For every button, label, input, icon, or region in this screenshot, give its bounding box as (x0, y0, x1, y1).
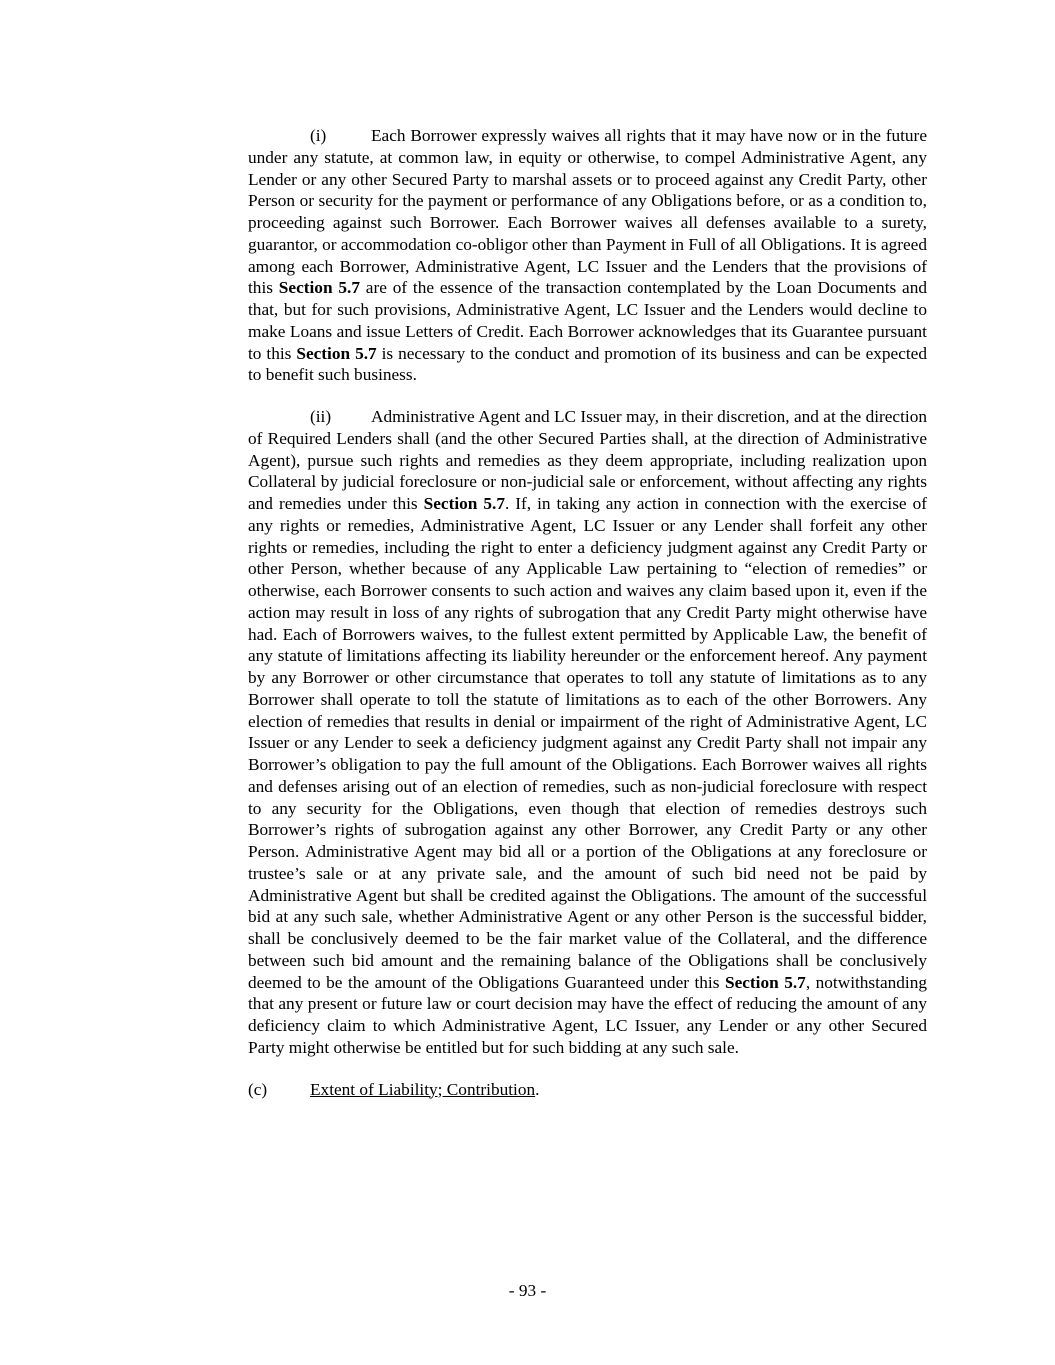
paragraph-ii (248, 406, 927, 1059)
paragraph-text: . If, in taking any action in connection with the exercise of any rights or remedies, Administrative Agent, LC Issuer or any Lender shall forfeit any other rights or remedies, including the right to enter a deficiency judgment against any Credit Party or other Person, whether because of any Applicable Law pertaining to “election of remedies” or otherwise, each Borrower consents to such action and waives any claim based upon it, even if the action may result in loss of any rights of subrogation that any Credit Party might otherwise have had. Each of Borrowers waives, to the fullest extent permitted by Applicable Law, the benefit of any statute of limitations affecting its liability hereunder or the enforcement hereof. Any payment by any Borrower or other circumstance that operates to toll any statute of limitations as to any Borrower shall operate to toll the statute of limitations as to each of the other Borrowers. Any election of remedies that results in denial or impairment of the right of Administrative Agent, LC Issuer or any Lender to seek a deficiency judgment against any Credit Party shall not impair any Borrower’s obligation to pay the full amount of the Obligations. Each Borrower waives all rights and defenses arising out of an election of remedies, such as non-judicial foreclosure with respect to any security for the Obligations, even though that election of remedies destroys such Borrower’s rights of subrogation against any other Borrower, any Credit Party or any other Person. Administrative Agent may bid all or a portion of the Obligations at any foreclosure or trustee’s sale or at any private sale, and the amount of such bid need not be paid by Administrative Agent but shall be credited against the Obligations. The amount of the successful bid at any such sale, whether Administrative Agent or any other Person is the successful bidder, shall be conclusively deemed to be the fair market value of the Collateral, and the difference between such bid amount and the remaining balance of the Obligations shall be conclusively deemed to be the amount of the Obligations Guaranteed under this (248, 494, 927, 992)
paragraph-text: Each Borrower expressly waives all rights that it may have now or in the future under any statute, at common law, in equity or otherwise, to compel Administrative Agent, any Lender or any other Secured Party to marshal assets or to proceed against any Credit Party, other Person or security for the payment or performance of any Obligations before, or as a condition to, proceeding against such Borrower. Each Borrower waives all defenses available to a surety, guarantor, or accommodation co-obligor other than Payment in Full of all Obligations. It is agreed among each Borrower, Administrative Agent, LC Issuer and the Lenders that the provisions of this (248, 126, 927, 298)
page-number: - 93 - (508, 1281, 547, 1300)
section-reference: Section 5.7 (423, 494, 505, 513)
subsection-number: (c) (248, 1079, 268, 1099)
subsection-c (248, 1079, 927, 1101)
document-body (248, 125, 927, 1100)
paragraph-text: is necessary to the conduct and promotion of its business and can be expected to benefit such business. (248, 343, 927, 385)
subsection-heading: Extent of Liability; Contribution (310, 1079, 536, 1099)
subsection-heading-punctuation: . (535, 1079, 540, 1099)
section-reference: Section 5.7 (278, 278, 360, 298)
section-reference: Section 5.7 (296, 343, 377, 363)
paragraph-text: Administrative Agent and LC Issuer may, in their discretion, and at the direction of Required Lenders shall (and the other Secured Parties shall, at the direction of Administrative Agent), pursue such rights and remedies as they deem appropriate, including realization upon Collateral by judicial foreclosure or non-judicial sale or enforcement, without affecting any rights and remedies under this (248, 407, 927, 513)
paragraph-text: , notwithstanding that any present or future law or court decision may have the effect of reducing the amount of any deficiency claim to which Administrative Agent, LC Issuer, any Lender or any other Secured Party might otherwise be entitled but for such bidding at any such sale. (248, 972, 927, 1057)
section-reference: Section 5.7 (724, 972, 806, 992)
paragraph-i (248, 125, 927, 386)
paragraph-number: (i) (310, 126, 327, 145)
paragraph-text: are of the essence of the transaction contemplated by the Loan Documents and that, but for such provisions, Administrative Agent, LC Issuer and the Lenders would decline to make Loans and issue Letters of Credit. Each Borrower acknowledges that its Guarantee pursuant to this (248, 278, 927, 363)
paragraph-number: (ii) (310, 407, 332, 426)
